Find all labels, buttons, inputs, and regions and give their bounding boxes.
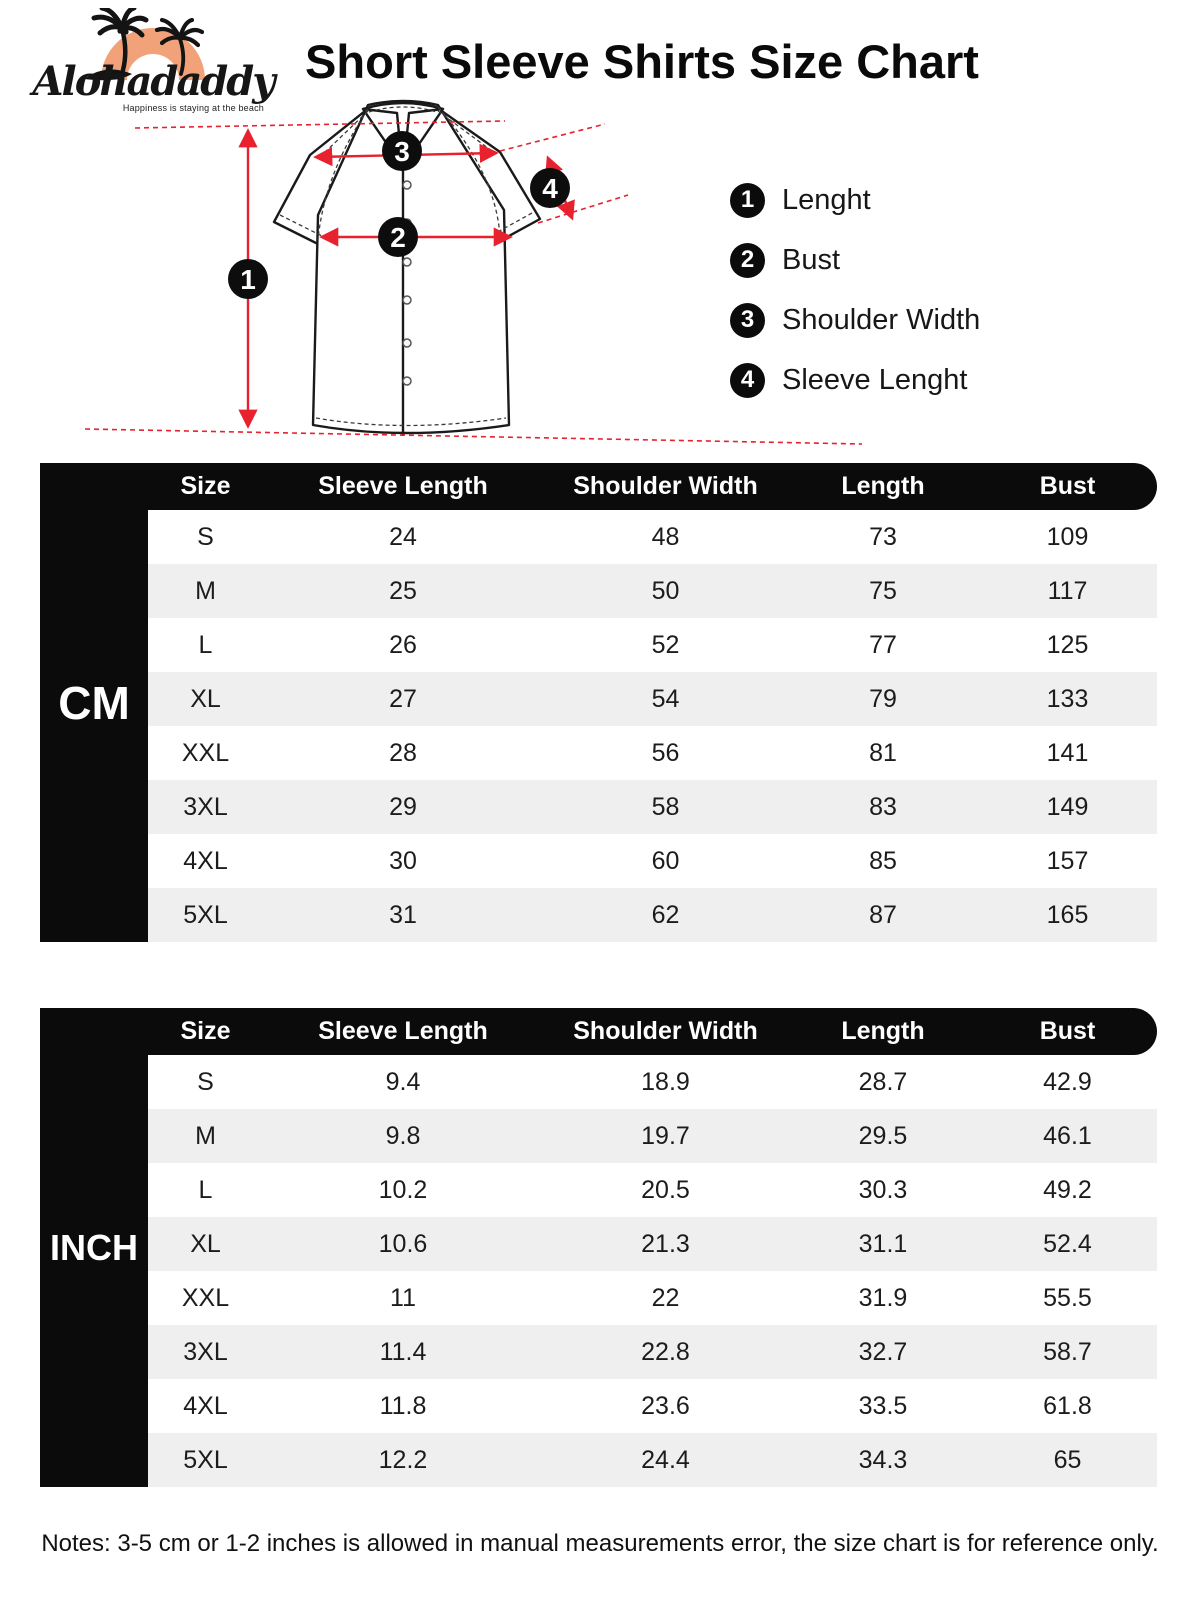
table-cell: 165 — [1046, 900, 1089, 929]
column-header: Sleeve Length — [318, 1017, 488, 1045]
table-cell: 87 — [869, 900, 897, 929]
measure-badge-2-num: 2 — [390, 221, 406, 253]
column-header: Shoulder Width — [573, 472, 758, 500]
notes-text: Notes: 3-5 cm or 1-2 inches is allowed in manual measurements error, the size chart is for reference only. — [41, 1530, 1159, 1557]
legend-item-shoulder-width — [730, 302, 980, 338]
unit-label-text: CM — [58, 676, 130, 729]
legend-badge-1: 1 — [730, 183, 765, 218]
table-cell: 75 — [869, 576, 897, 605]
table-cell: 50 — [651, 576, 680, 605]
table-cell: 32.7 — [858, 1337, 908, 1366]
table-cell: 9.8 — [385, 1121, 421, 1150]
table-cell: 11.4 — [379, 1337, 427, 1366]
table-cell: 85 — [869, 846, 897, 875]
column-header: Size — [180, 472, 231, 500]
table-cell: L — [198, 1175, 213, 1204]
table-cell: 11 — [390, 1283, 416, 1312]
size-table-cm — [40, 463, 1157, 942]
measure-badge-1-num: 1 — [240, 263, 256, 295]
table-cell: 24 — [389, 522, 417, 551]
table-cell: 3XL — [183, 1337, 228, 1366]
table-cell: 125 — [1046, 630, 1089, 659]
table-cell: 26 — [389, 630, 417, 659]
table-cell: 61.8 — [1043, 1391, 1092, 1420]
table-row — [148, 510, 1157, 564]
table-cell: 31.1 — [858, 1229, 908, 1258]
legend-item-bust — [730, 242, 980, 278]
table-cell: XXL — [181, 1283, 230, 1312]
table-cell: 10.2 — [378, 1175, 428, 1204]
table-cell: 62 — [651, 900, 680, 929]
table-cell: 30 — [389, 846, 417, 875]
column-header: Bust — [1039, 1017, 1096, 1045]
table-row — [148, 564, 1157, 618]
table-cell: 73 — [869, 522, 897, 551]
table-cell: 4XL — [183, 1391, 228, 1420]
legend-label: Shoulder Width — [782, 303, 981, 336]
table-body — [148, 510, 1157, 942]
table-cell: 28 — [389, 738, 417, 767]
table-cell: M — [195, 1121, 216, 1150]
table-cell: 55.5 — [1043, 1283, 1092, 1312]
legend-label: Bust — [782, 243, 841, 276]
legend-badge-2: 2 — [730, 243, 765, 278]
page-title: Short Sleeve Shirts Size Chart — [305, 35, 979, 88]
table-body — [148, 1055, 1157, 1487]
table-cell: 141 — [1046, 738, 1089, 767]
table-cell: 48 — [651, 522, 680, 551]
table-cell: 77 — [869, 630, 897, 659]
table-cell: 20.5 — [641, 1175, 690, 1204]
table-cell: 19.7 — [641, 1121, 690, 1150]
table-cell: 42.9 — [1043, 1067, 1092, 1096]
brand-name: Alohadaddy — [32, 58, 274, 105]
table-cell: 12.2 — [378, 1445, 428, 1474]
table-cell: 18.9 — [641, 1067, 690, 1096]
table-cell: XXL — [181, 738, 230, 767]
table-cell: 24.4 — [641, 1445, 690, 1474]
table-cell: 29 — [389, 792, 417, 821]
table-cell: 25 — [389, 576, 417, 605]
table-cell: 54 — [651, 684, 680, 713]
table-row — [148, 726, 1157, 780]
legend-label: Sleeve Lenght — [782, 363, 968, 396]
table-cell: L — [198, 630, 213, 659]
table-cell: 9.4 — [385, 1067, 421, 1096]
table-cell: S — [197, 1067, 214, 1096]
table-cell: 117 — [1047, 576, 1088, 605]
table-cell: 33.5 — [858, 1391, 908, 1420]
table-cell: 22.8 — [641, 1337, 690, 1366]
brand-tagline: Happiness is staying at the beach — [122, 103, 264, 113]
table-header — [40, 1008, 1157, 1055]
measure-badge-3-num: 3 — [394, 135, 410, 167]
legend-badge-3: 3 — [730, 303, 765, 338]
table-row — [148, 1271, 1157, 1325]
column-header: Bust — [1039, 472, 1096, 500]
column-header: Length — [841, 1017, 925, 1045]
table-cell: 52 — [651, 630, 680, 659]
column-header: Length — [841, 472, 925, 500]
table-cell: 46.1 — [1043, 1121, 1092, 1150]
table-row — [148, 1325, 1157, 1379]
table-row — [148, 1217, 1157, 1271]
table-cell: XL — [190, 684, 221, 713]
legend-badge-4: 4 — [730, 363, 765, 398]
table-cell: S — [197, 522, 214, 551]
size-table-inch — [40, 1008, 1157, 1487]
table-row — [148, 1163, 1157, 1217]
table-cell: 5XL — [183, 1445, 228, 1474]
table-cell: 109 — [1046, 522, 1089, 551]
legend-item-length — [730, 182, 980, 218]
table-cell: 34.3 — [858, 1445, 908, 1474]
table-cell: 10.6 — [378, 1229, 428, 1258]
measure-badge-4-num: 4 — [542, 172, 558, 204]
table-cell: 5XL — [183, 900, 228, 929]
table-row — [148, 618, 1157, 672]
table-row — [148, 888, 1157, 942]
table-cell: 81 — [869, 738, 897, 767]
column-header: Shoulder Width — [573, 1017, 758, 1045]
table-cell: 149 — [1046, 792, 1089, 821]
unit-label-cm — [40, 463, 148, 942]
unit-label-inch — [40, 1008, 148, 1487]
table-row — [148, 1433, 1157, 1487]
table-row — [148, 780, 1157, 834]
table-cell: 49.2 — [1043, 1175, 1092, 1204]
table-cell: 157 — [1046, 846, 1089, 875]
table-cell: 79 — [869, 684, 897, 713]
table-cell: 29.5 — [858, 1121, 908, 1150]
table-cell: 31.9 — [858, 1283, 908, 1312]
table-cell: 58.7 — [1043, 1337, 1092, 1366]
unit-label-text: INCH — [50, 1226, 138, 1268]
table-cell: 56 — [651, 738, 680, 767]
table-cell: 58 — [651, 792, 680, 821]
table-cell: 83 — [869, 792, 897, 821]
column-header: Sleeve Length — [318, 472, 488, 500]
table-cell: 52.4 — [1043, 1229, 1092, 1258]
table-cell: 60 — [651, 846, 680, 875]
table-cell: XL — [190, 1229, 221, 1258]
table-cell: M — [195, 576, 216, 605]
legend-label: Lenght — [782, 183, 871, 216]
table-cell: 28.7 — [858, 1067, 908, 1096]
table-row — [148, 672, 1157, 726]
table-cell: 31 — [389, 900, 417, 929]
table-cell: 11.8 — [379, 1391, 427, 1420]
table-cell: 22 — [651, 1283, 680, 1312]
table-cell: 3XL — [183, 792, 228, 821]
table-row — [148, 834, 1157, 888]
table-row — [148, 1055, 1157, 1109]
table-cell: 21.3 — [641, 1229, 690, 1258]
table-cell: 30.3 — [858, 1175, 908, 1204]
table-header — [40, 463, 1157, 510]
measurement-legend — [730, 182, 980, 398]
table-cell: 133 — [1046, 684, 1089, 713]
table-cell: 23.6 — [641, 1391, 690, 1420]
column-header: Size — [180, 1017, 231, 1045]
table-row — [148, 1109, 1157, 1163]
table-cell: 4XL — [183, 846, 228, 875]
table-row — [148, 1379, 1157, 1433]
legend-item-sleeve-length — [730, 362, 980, 398]
table-cell: 27 — [389, 684, 417, 713]
table-cell: 65 — [1053, 1445, 1082, 1474]
